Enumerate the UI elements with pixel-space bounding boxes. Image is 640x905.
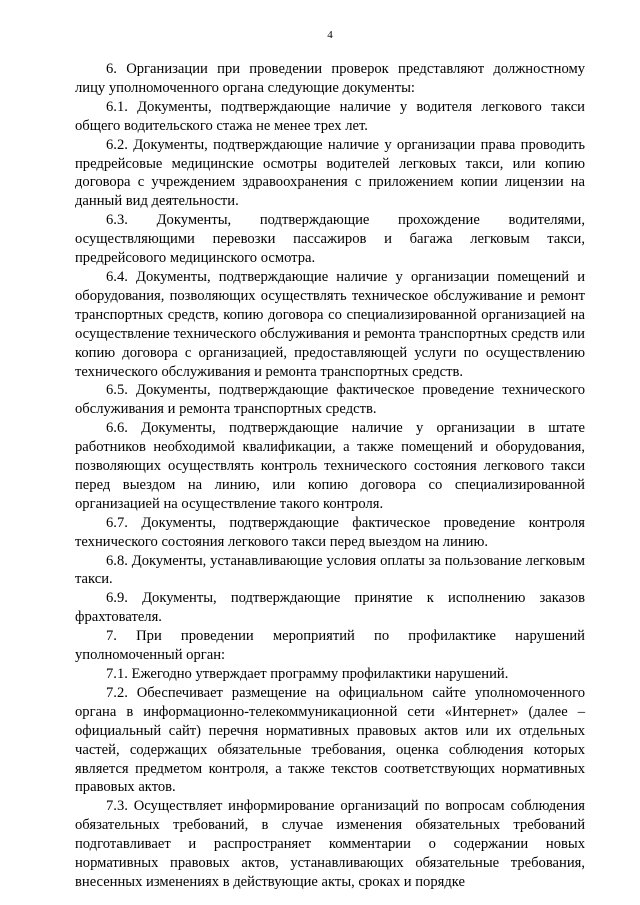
paragraph-6-8: 6.8. Документы, устанавливающие условия оплаты за пользование легковым такси. — [75, 552, 585, 588]
paragraph-6-5: 6.5. Документы, подтверждающие фактическое проведение технического обслуживания и ремонта транспортных средств. — [75, 382, 585, 418]
paragraph-7-1: 7.1. Ежегодно утверждает программу профилактики нарушений. — [106, 666, 509, 682]
paragraph-6-1: 6.1. Документы, подтверждающие наличие у водителя легкового такси общего водительского стажа не менее трех лет. — [75, 98, 585, 134]
paragraph-6-6: 6.6. Документы, подтверждающие наличие у организации в штате работников необходимой квалификации, а также помещений и оборудования, позволяющих осуществлять контроль технического состояния легкового такси перед выездом на линию, или копию договора со специализированной организацией на осуществление такого контроля. — [75, 420, 585, 512]
document-page — [75, 0, 585, 905]
paragraph-7-3: 7.3. Осуществляет информирование организаций по вопросам соблюдения обязательных требований, в случае изменения обязательных требований подготавливает и распространяет комментарии о содержании новых нормативных правовых актов, устанавливающих обязательные требования, внесенных изменениях в действующие акты, сроках и порядке — [75, 798, 585, 890]
page-number: 4 — [327, 29, 333, 41]
paragraph-6-7: 6.7. Документы, подтверждающие фактическое проведение контроля технического состояния легкового такси перед выездом на линию. — [75, 514, 585, 550]
paragraph-7: 7. При проведении мероприятий по профилактике нарушений уполномоченный орган: — [75, 628, 585, 664]
paragraph-7-2: 7.2. Обеспечивает размещение на официальном сайте уполномоченного органа в информационно-телекоммуникационной сети «Интернет» (далее – официальный сайт) перечня нормативных правовых актов или их отдельных частей, содержащих обязательные требования, оценка соблюдения которых является предметом контроля, а также текстов соответствующих нормативных правовых актов. — [75, 684, 585, 796]
paragraph-6-3: 6.3. Документы, подтверждающие прохождение водителями, осуществляющими перевозки пассажиров и багажа легковым такси, предрейсового медицинского осмотра. — [75, 212, 585, 267]
document-body — [75, 60, 585, 892]
paragraph-6: 6. Организации при проведении проверок представляют должностному лицу уполномоченного органа следующие документы: — [75, 61, 585, 96]
paragraph-6-4: 6.4. Документы, подтверждающие наличие у организации помещений и оборудования, позволяющих осуществлять техническое обслуживание и ремонт транспортных средств, копию договора со специализированной организацией на осуществление технического обслуживания и ремонта транспортных средств или копию договора с организацией, предоставляющей услуги по осуществлению технического обслуживания и ремонта транспортных средств. — [75, 268, 585, 380]
paragraph-6-2: 6.2. Документы, подтверждающие наличие у организации права проводить предрейсовые медицинские осмотры водителей легковых такси, или копию договора с учреждением здравоохранения с приложением копии лицензии на данный вид деятельности. — [75, 136, 585, 210]
paragraph-6-9: 6.9. Документы, подтверждающие принятие к исполнению заказов фрахтователя. — [75, 590, 585, 626]
